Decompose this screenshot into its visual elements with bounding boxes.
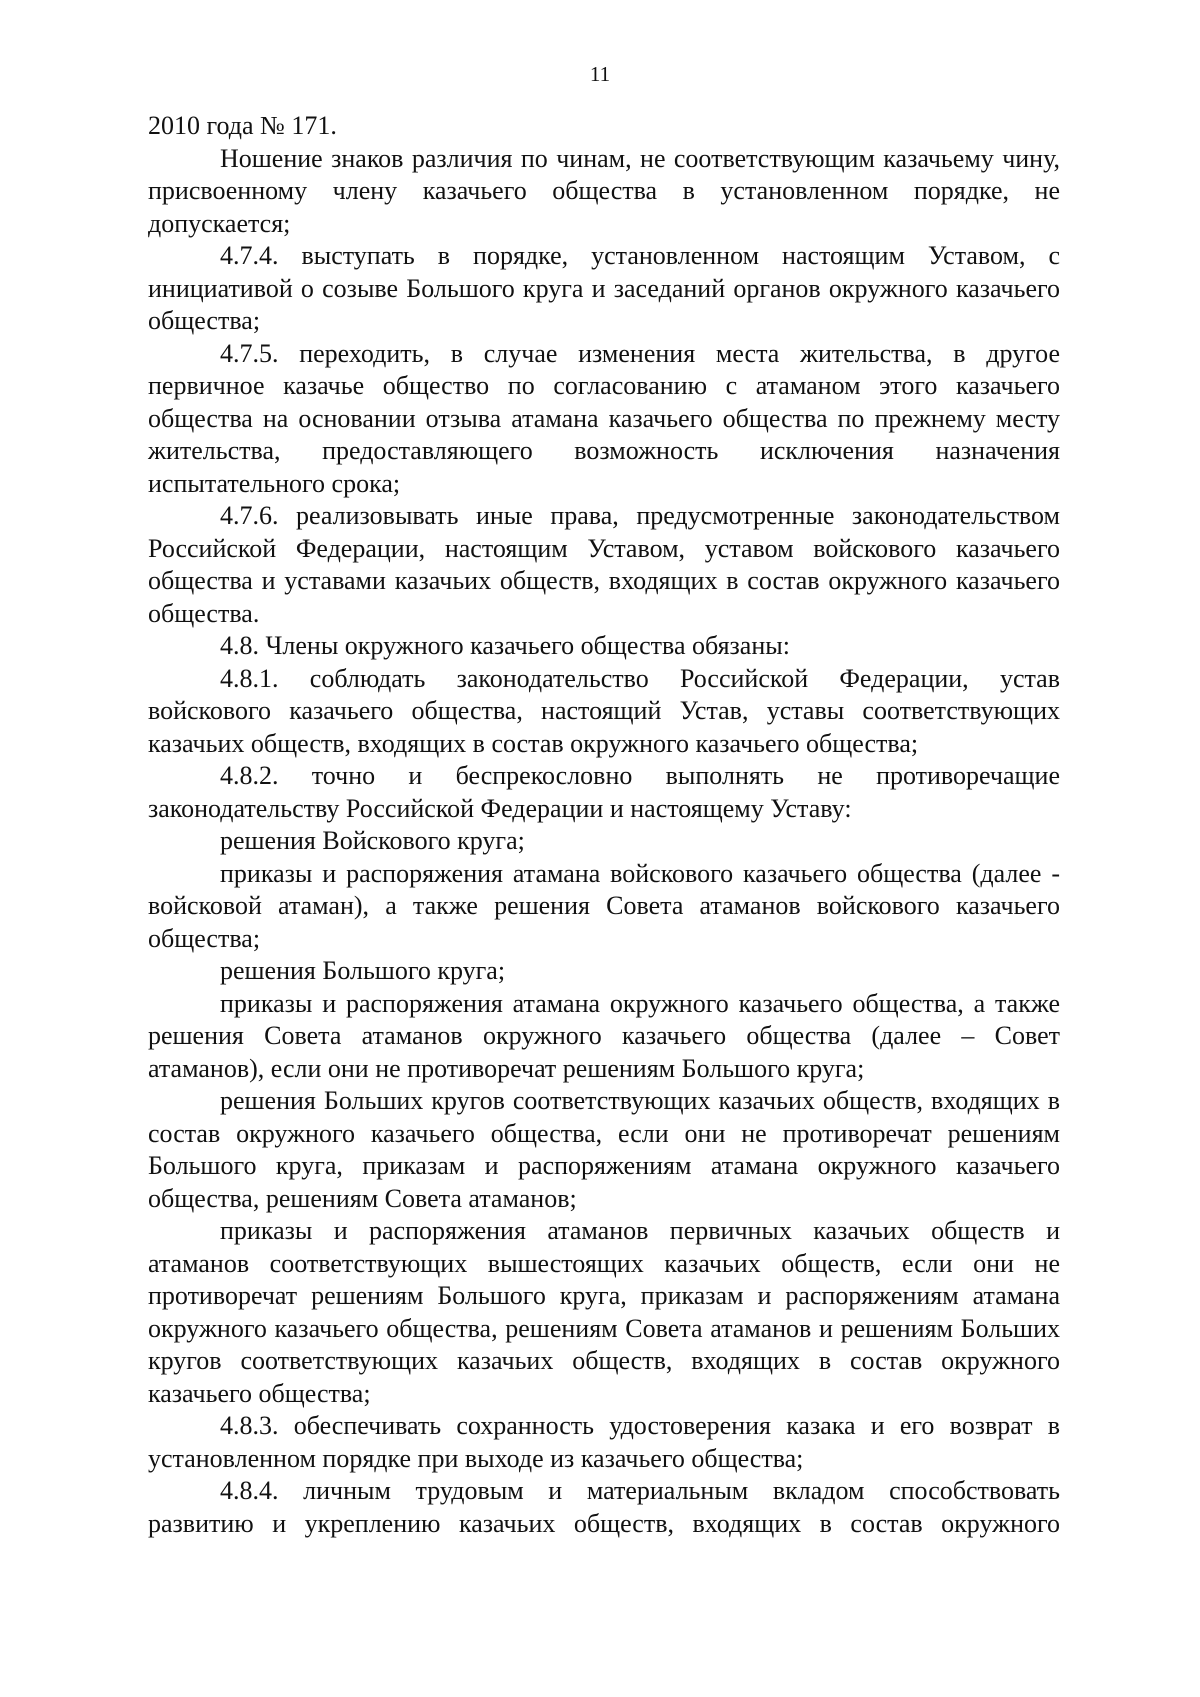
list-item-district-ataman-orders: приказы и распоряжения атамана окружного казачьего общества, а также решения Совета атаманов окружного казачьего общества (далее – Совет атаманов), если они не противоречат решениям Большого круга; <box>148 988 1060 1083</box>
paragraph-4-8-3: 4.8.3. обеспечивать сохранность удостоверения казака и его возврат в установленном порядке при выходе из казачьего общества; <box>148 1411 1060 1473</box>
list-item-primary-ataman-orders: приказы и распоряжения атаманов первичных казачьих обществ и атаманов соответствующих вышестоящих казачьих обществ, если они не противоречат решениям Большого круга, приказам и распоряжениям атамана окружного казачьего общества, решениям Совета атаманов и решениям Больших кругов соответствующих казачьих обществ, входящих в состав окружного казачьего общества; <box>148 1216 1060 1408</box>
page-number: 11 <box>589 62 611 86</box>
paragraph-4-8-2: 4.8.2. точно и беспрекословно выполнять не противоречащие законодательству Российской Федерации и настоящему Уставу: <box>148 761 1060 823</box>
paragraph-4-7-6: 4.7.6. реализовывать иные права, предусмотренные законодательством Российской Федерации, настоящим Уставом, уставом войскового казачьего общества и уставами казачьих обществ, входящих в состав окружного казачьего общества. <box>148 501 1060 628</box>
paragraph-insignia-rule: Ношение знаков различия по чинам, не соответствующим казачьему чину, присвоенному члену казачьего общества в установленном порядке, не допускается; <box>148 143 1060 238</box>
paragraph-continuation: 2010 года № 171. <box>148 111 337 140</box>
paragraph-4-8-1: 4.8.1. соблюдать законодательство Российской Федерации, устав войскового казачьего общества, настоящий Устав, уставы соответствующих казачьих обществ, входящих в состав окружного казачьего общества; <box>148 663 1060 758</box>
document-body <box>148 110 1060 1540</box>
paragraph-4-7-4: 4.7.4. выступать в порядке, установленном настоящим Уставом, с инициативой о созыве Большого круга и заседаний органов окружного казачьего общества; <box>148 241 1060 335</box>
paragraph-4-7-5: 4.7.5. переходить, в случае изменения места жительства, в другое первичное казачье общество по согласованию с атаманом этого казачьего общества на основании отзыва атамана казачьего общества по прежнему месту жительства, предоставляющего возможность исключения назначения испытательного срока; <box>148 338 1060 498</box>
list-item-military-circle: решения Войскового круга; <box>220 826 525 855</box>
list-item-military-ataman-orders: приказы и распоряжения атамана войскового казачьего общества (далее - войсковой атаман), а также решения Совета атаманов войскового казачьего общества; <box>148 858 1060 953</box>
list-item-great-circles-decisions: решения Больших кругов соответствующих казачьих обществ, входящих в состав окружного казачьего общества, если они не противоречат решениям Большого круга, приказам и распоряжениям атамана окружного казачьего общества, решениям Совета атаманов; <box>148 1086 1060 1213</box>
paragraph-4-8-4: 4.8.4. личным трудовым и материальным вкладом способствовать развитию и укреплению казачьих обществ, входящих в состав окружного <box>148 1476 1060 1538</box>
list-item-great-circle: решения Большого круга; <box>220 956 506 985</box>
paragraph-4-8: 4.8. Члены окружного казачьего общества обязаны: <box>220 631 790 660</box>
